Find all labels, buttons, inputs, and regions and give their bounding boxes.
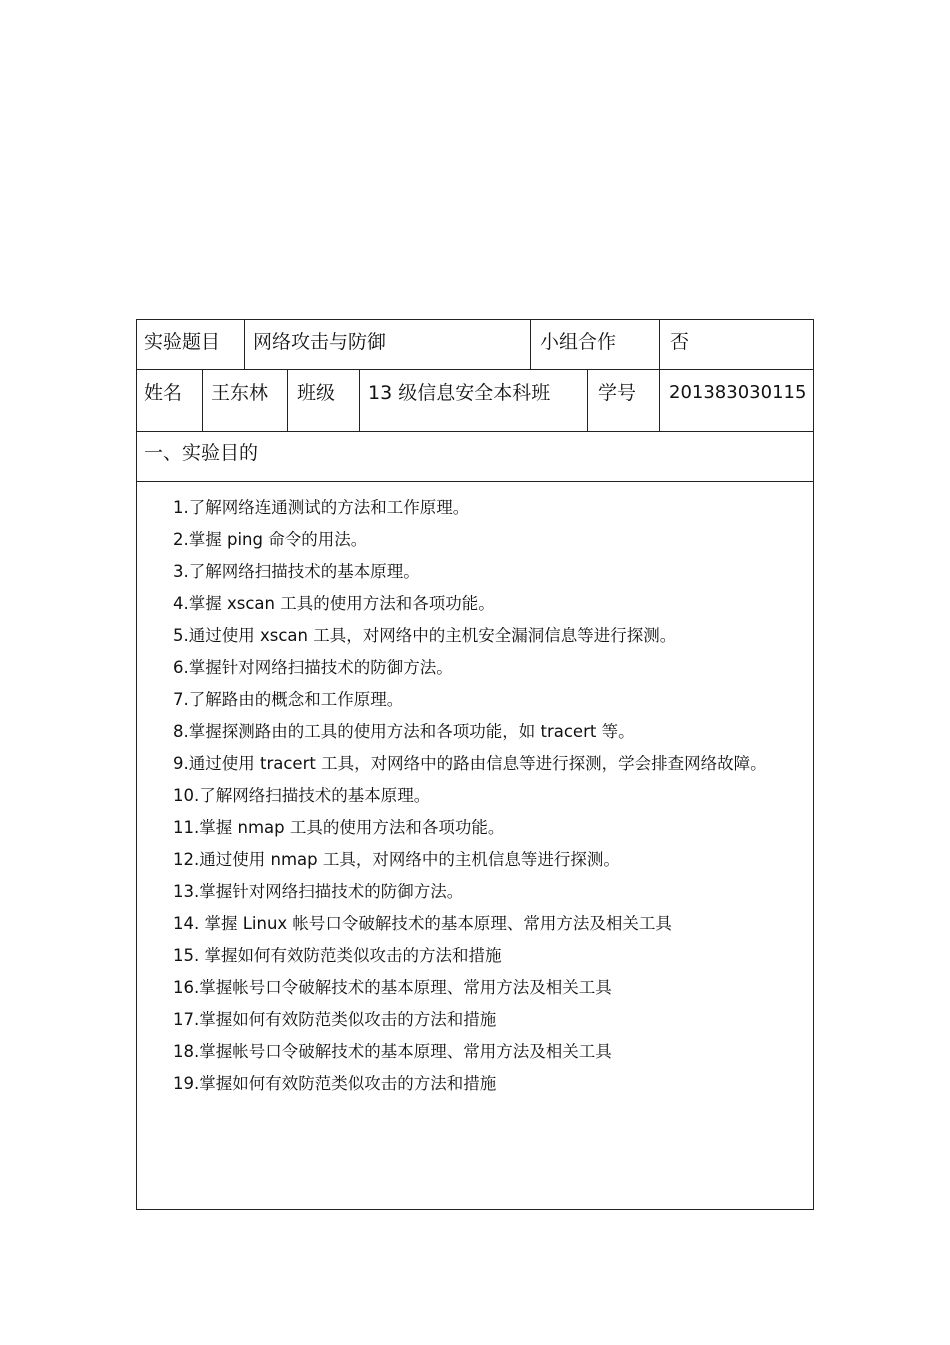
list-item: 4.掌握 xscan 工具的使用方法和各项功能。: [173, 594, 495, 613]
list-item: 10.了解网络扫描技术的基本原理。: [173, 786, 431, 805]
class-value: 13 级信息安全本科班: [368, 382, 551, 404]
name-label: 姓名: [144, 382, 183, 404]
section-title: 一、实验目的: [144, 442, 259, 464]
list-item: 5.通过使用 xscan 工具，对网络中的主机安全漏洞信息等进行探测。: [173, 626, 677, 645]
list-item: 18.掌握帐号口令破解技术的基本原理、常用方法及相关工具: [173, 1042, 612, 1061]
col-divider-r2-d: [587, 370, 588, 432]
list-item: 6.掌握针对网络扫描技术的防御方法。: [173, 658, 453, 677]
class-label: 班级: [297, 382, 336, 404]
topic-label: 实验题目: [144, 331, 221, 353]
row-divider-3: [137, 481, 813, 482]
list-item: 14. 掌握 Linux 帐号口令破解技术的基本原理、常用方法及相关工具: [173, 914, 672, 933]
student-id-label: 学号: [598, 382, 637, 404]
list-item: 16.掌握帐号口令破解技术的基本原理、常用方法及相关工具: [173, 978, 612, 997]
list-item: 17.掌握如何有效防范类似攻击的方法和措施: [173, 1010, 497, 1029]
col-divider-r2-a: [202, 370, 203, 432]
list-item: 2.掌握 ping 命令的用法。: [173, 530, 368, 549]
list-item: 12.通过使用 nmap 工具，对网络中的主机信息等进行探测。: [173, 850, 620, 869]
list-item: 13.掌握针对网络扫描技术的防御方法。: [173, 882, 464, 901]
col-divider-r1-c: [659, 320, 660, 370]
group-value: 否: [670, 331, 690, 353]
list-item: 8.掌握探测路由的工具的使用方法和各项功能，如 tracert 等。: [173, 722, 635, 741]
list-item: 15. 掌握如何有效防范类似攻击的方法和措施: [173, 946, 502, 965]
list-item: 1.了解网络连通测试的方法和工作原理。: [173, 498, 470, 517]
col-divider-r1-a: [244, 320, 245, 370]
topic-value: 网络攻击与防御: [253, 331, 387, 353]
col-divider-r2-e: [659, 370, 660, 432]
row-divider-1: [137, 369, 813, 370]
list-item: 7.了解路由的概念和工作原理。: [173, 690, 404, 709]
student-id-value: 20138303011​5: [669, 382, 807, 403]
experiment-report-table: [136, 319, 814, 1210]
row-divider-2: [137, 431, 813, 432]
col-divider-r2-b: [287, 370, 288, 432]
name-value: 王东林: [211, 382, 269, 404]
list-item: 19.掌握如何有效防范类似攻击的方法和措施: [173, 1074, 497, 1093]
col-divider-r2-c: [359, 370, 360, 432]
group-label: 小组合作: [540, 331, 617, 353]
list-item: 11.掌握 nmap 工具的使用方法和各项功能。: [173, 818, 505, 837]
list-item: 3.了解网络扫描技术的基本原理。: [173, 562, 420, 581]
col-divider-r1-b: [530, 320, 531, 370]
list-item: 9.通过使用 tracert 工具，对网络中的路由信息等进行探测，学会排查网络故障。: [173, 754, 767, 773]
objectives-list: [173, 492, 793, 1100]
